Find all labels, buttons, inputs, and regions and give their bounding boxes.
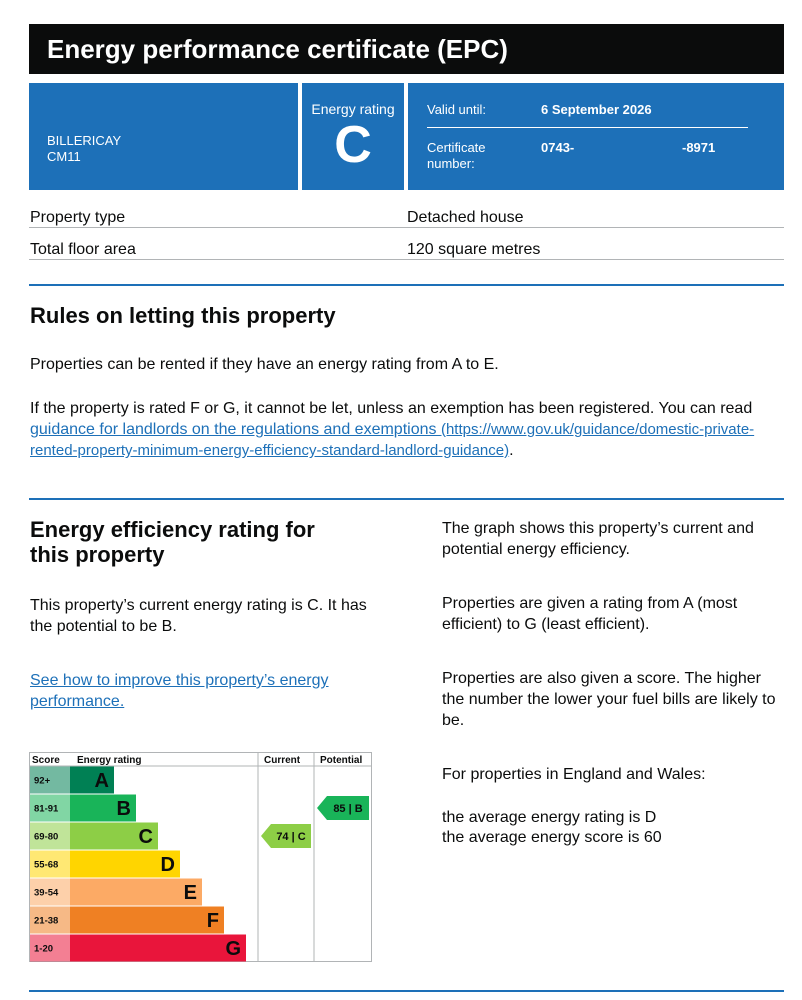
address-town: BILLERICAY [47,133,122,148]
certificate-number-part-2: -8971 [682,140,716,155]
certificate-label-2: number: [427,156,475,171]
efficiency-heading-line-2: this property [30,542,165,567]
section-divider [29,284,784,286]
side-text-1: The graph shows this property’s current and potential energy efficiency. [442,520,754,558]
letting-paragraph-2-text: If the property is rated F or G, it cannot be let, unless an exemption has been registered. You can read [30,400,753,417]
rating-bar-letter: F [206,910,219,932]
rating-bar-f [70,907,224,934]
address-panel [29,83,298,190]
letting-paragraph-2 [30,398,770,461]
floor-area-label: Total floor area [30,241,136,258]
side-text-4: For properties in England and Wales: [442,766,706,783]
property-type-row [29,197,784,228]
energy-rating-letter: C [334,116,372,174]
rating-bar-letter: G [225,938,241,960]
valid-until-value: 6 September 2026 [541,102,652,117]
potential-rating-label: 85 | B [333,803,363,815]
address-postcode: CM11 [47,149,81,164]
section-divider [29,498,784,500]
validity-divider [427,127,748,128]
improve-performance-paragraph [30,670,375,712]
landlord-guidance-url-1: (https://www.gov.uk/guidance [440,421,635,438]
side-text-3: Properties are also given a score. The higher the number the lower your fuel bills are likely to be. [442,670,776,729]
validity-panel [408,83,784,190]
energy-rating-label: Energy rating [311,101,395,117]
rating-bar-letter: E [183,882,197,904]
score-range-label: 39-54 [34,887,59,899]
letting-paragraph-2-end: . [509,442,514,459]
energy-rating-chart-svg [29,752,372,962]
rating-bar-e [70,879,202,906]
valid-until-label: Valid until: [427,102,487,117]
score-range-label: 1-20 [34,943,54,955]
efficiency-heading-line-1: Energy efficiency rating for [30,517,315,542]
score-range-label: 92+ [34,775,51,787]
side-text-2: Properties are given a rating from A (most efficient) to G (least efficient). [442,595,738,633]
energy-rating-chart [29,752,372,962]
floor-area-value: 120 square metres [407,241,541,258]
score-range-label: 69-80 [34,831,59,843]
rating-bar-letter: C [138,826,153,848]
page-title: Energy performance certificate (EPC) [29,24,784,74]
improve-performance-link[interactable]: See how to improve this property’s energy performance. [30,672,329,710]
score-range-label: 55-68 [34,859,59,871]
score-range-label: 21-38 [34,915,59,927]
landlord-guidance-url-2: /domestic-private-rented-property-minimum-energy-efficiency-standard-landlord-guidance) [30,421,755,459]
chart-column-header: Energy rating [77,755,142,766]
letting-paragraph-1: Properties can be rented if they have an energy rating from A to E. [30,356,499,373]
rating-bar-g [70,935,246,962]
score-range-label: 81-91 [34,803,59,815]
average-score-text: the average energy score is 60 [442,829,662,846]
letting-heading: Rules on letting this property [30,303,336,328]
energy-rating-panel [302,83,404,190]
average-rating-text: the average energy rating is D [442,809,657,826]
floor-area-row [29,229,784,260]
section-divider [29,990,784,992]
certificate-label-1: Certificate [427,140,486,155]
rating-bar-letter: A [94,770,109,792]
certificate-number-part-1: 0743- [541,140,575,155]
chart-column-header: Score [32,755,60,766]
landlord-guidance-link-text: guidance for landlords on the regulations and exemptions [30,421,437,438]
chart-column-header: Potential [320,755,363,766]
rating-bar-letter: D [160,854,175,876]
chart-column-header: Current [264,755,301,766]
landlord-guidance-link[interactable] [30,421,754,459]
rating-bar-letter: B [116,798,131,820]
property-type-label: Property type [30,209,126,226]
current-rating-text: This property’s current energy rating is C. It has the potential to be B. [30,597,367,635]
current-rating-label: 74 | C [276,831,306,843]
property-type-value: Detached house [407,209,524,226]
